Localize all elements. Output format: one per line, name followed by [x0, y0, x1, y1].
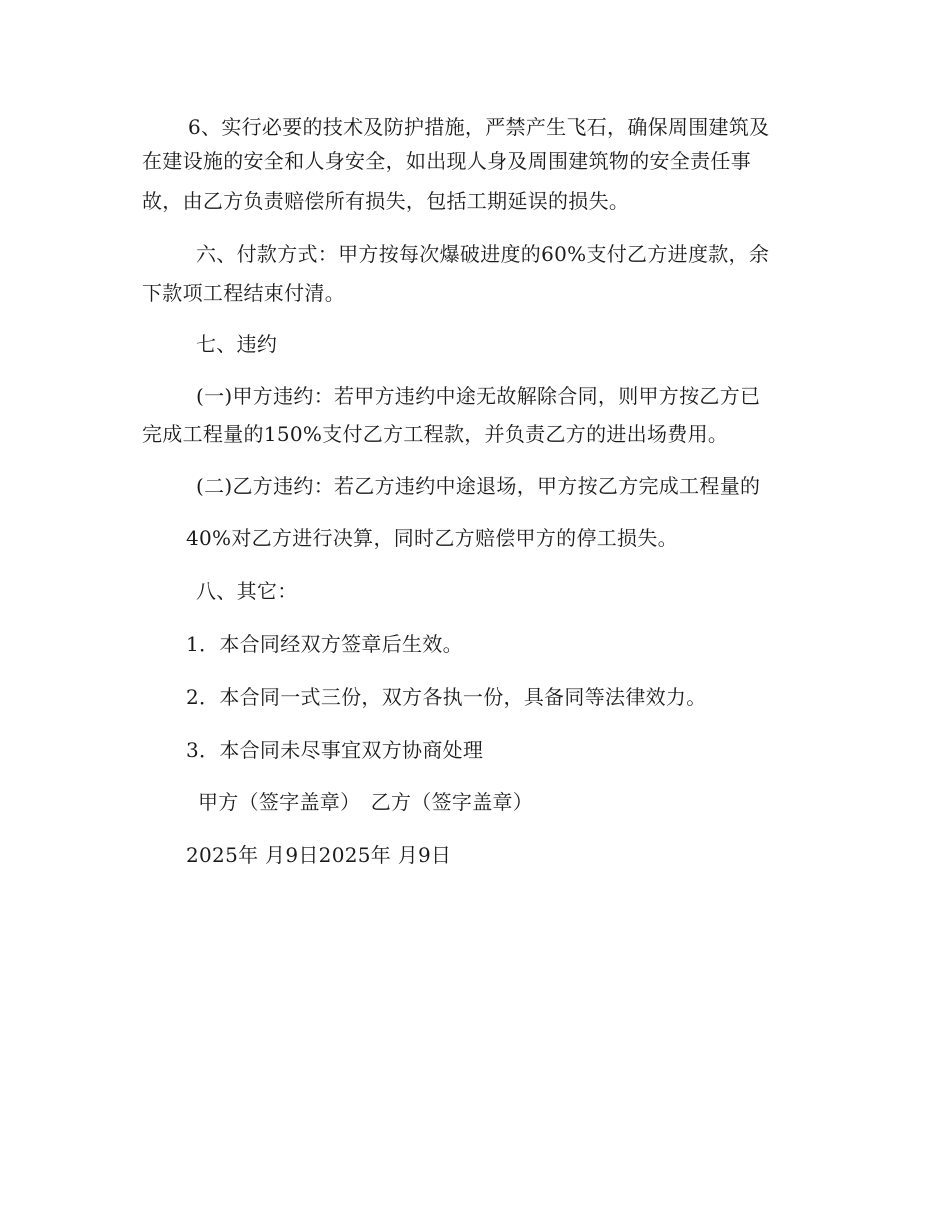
payment-line1: 六、付款方式：甲方按每次爆破进度的60%支付乙方进度款，余	[196, 242, 770, 266]
breach-heading: 七、违约	[196, 332, 278, 356]
other-item2: 2．本合同一式三份，双方各执一份，具备同等法律效力。	[186, 685, 707, 709]
payment-line2: 下款项工程结束付清。	[142, 281, 345, 305]
other-item1: 1．本合同经双方签章后生效。	[186, 632, 463, 656]
clause6-line2: 在建设施的安全和人身安全，如出现人身及周围建筑物的安全责任事	[142, 149, 751, 173]
breach-party-b-line1: (二)乙方违约：若乙方违约中途退场，甲方按乙方完成工程量的	[196, 474, 761, 498]
breach-party-a-line1: (一)甲方违约：若甲方违约中途无故解除合同，则甲方按乙方已	[196, 384, 761, 408]
clause6-line3: 故，由乙方负责赔偿所有损失，包括工期延误的损失。	[142, 189, 630, 213]
signature-line: 甲方（签字盖章） 乙方（签字盖章）	[198, 790, 534, 814]
breach-party-a-line2: 完成工程量的150%支付乙方工程款，并负责乙方的进出场费用。	[142, 422, 729, 446]
breach-party-b-line2: 40%对乙方进行决算，同时乙方赔偿甲方的停工损失。	[186, 526, 678, 550]
signature-date: 2025年 月9日2025年 月9日	[186, 843, 452, 867]
other-heading: 八、其它：	[196, 579, 298, 603]
other-item3: 3．本合同未尽事宜双方协商处理	[186, 738, 484, 762]
clause6-line1: 6、实行必要的技术及防护措施，严禁产生飞石，确保周围建筑及	[188, 115, 770, 139]
